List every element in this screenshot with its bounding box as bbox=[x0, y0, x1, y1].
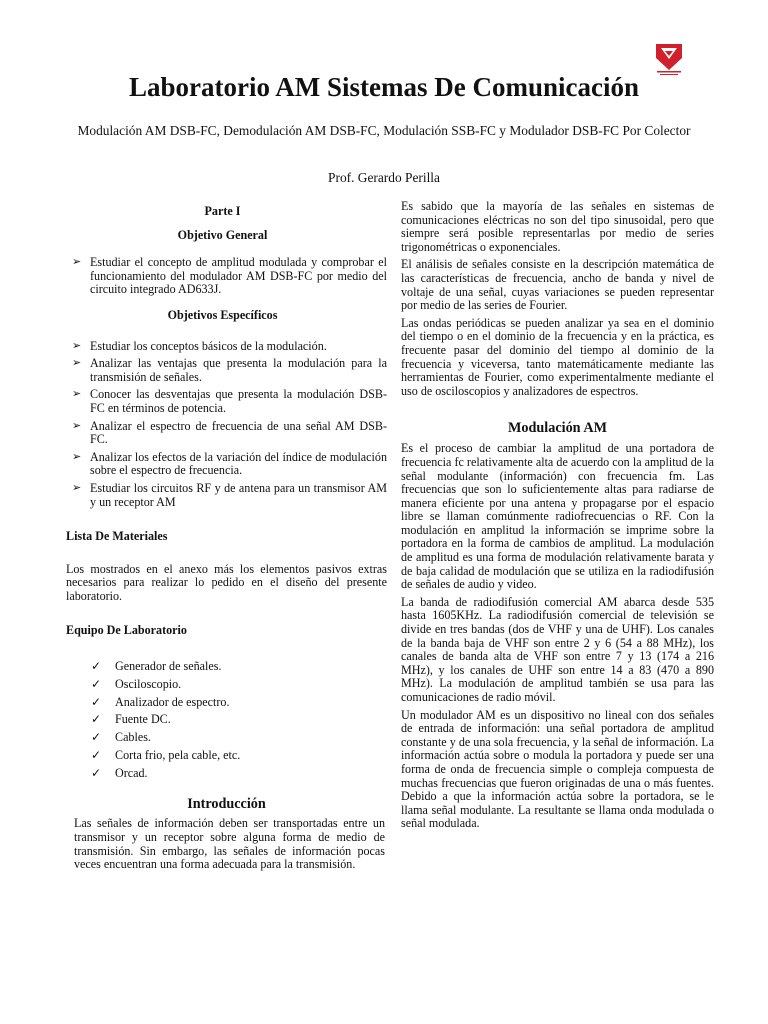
materials-text: Los mostrados en el anexo más los elementos pasivos extras necesarios para realizar lo pedido en el diseño del presente laboratorio. bbox=[66, 561, 387, 603]
arrow-bullet-icon: ➢ bbox=[72, 339, 82, 352]
checkmark-icon: ✓ bbox=[91, 730, 102, 745]
paragraph: El análisis de señales consiste en la descripción matemática de las características de frecuencia, ancho de banda y nivel de voltaje de una señal, cuyas variaciones se pueden representar por medio de las series de Fourier. bbox=[401, 257, 714, 313]
list-item: ✓ Cables. bbox=[91, 730, 151, 745]
arrow-bullet-icon: ➢ bbox=[72, 481, 82, 494]
am-heading: Modulación AM bbox=[508, 420, 607, 437]
checkmark-icon: ✓ bbox=[91, 765, 102, 780]
list-item: ✓ Fuente DC. bbox=[91, 712, 171, 727]
left-column bbox=[66, 205, 387, 872]
checkmark-icon: ✓ bbox=[91, 747, 102, 762]
paragraph: Las ondas periódicas se pueden analizar ya sea en el dominio del tiempo o en el dominio de la frecuencia y en la práctica, es frecuente pasar del dominio del tiempo al dominio de la frecuencia y viceversa, tanto matemáticamente mediante las herramientas de Fourier, como experimentalmente mediante el uso de osciloscopios y analizadores de espectros. bbox=[401, 315, 714, 398]
arrow-bullet-icon: ➢ bbox=[72, 388, 82, 401]
equipment-heading: Equipo De Laboratorio bbox=[66, 623, 187, 638]
part-label: Parte I bbox=[204, 204, 241, 218]
document-title: Laboratorio AM Sistemas De Comunicación bbox=[129, 72, 639, 102]
list-item: ➢ Analizar las ventajas que presenta la modulación para la transmisión de señales. bbox=[72, 356, 387, 384]
checkmark-icon: ✓ bbox=[91, 659, 102, 674]
list-item: ➢ Analizar el espectro de frecuencia de una señal AM DSB-FC. bbox=[72, 418, 387, 447]
intro-text: Las señales de información deben ser transportadas entre un transmisor y un receptor sobre alguna forma de medio de transmisión. Sin embargo, las señales de información pocas veces encuentran una forma adecuada para la transmisión. bbox=[74, 816, 385, 872]
document-subtitle: Modulación AM DSB-FC, Demodulación AM DSB-FC, Modulación SSB-FC y Modulador DSB-FC Por Colector bbox=[77, 123, 691, 138]
arrow-bullet-icon: ➢ bbox=[72, 256, 82, 269]
author-line: Prof. Gerardo Perilla bbox=[328, 170, 440, 185]
intro-heading: Introducción bbox=[187, 796, 266, 813]
equipment-list bbox=[66, 660, 387, 780]
paragraph: Es sabido que la mayoría de las señales en sistemas de comunicaciones eléctricas no son del tipo sinusoidal, pero que siempre será posible representarlas por medio de series trigonométricas o exponenciales. bbox=[401, 199, 714, 254]
list-item: ✓ Corta frio, pela cable, etc. bbox=[91, 747, 241, 762]
list-item: ➢ Estudiar los circuitos RF y de antena para un transmisor AM y un receptor AM bbox=[72, 480, 387, 509]
arrow-bullet-icon: ➢ bbox=[72, 450, 82, 463]
paragraph: Es el proceso de cambiar la amplitud de una portadora de frecuencia fc relativamente alta de acuerdo con la amplitud de la señal modulante (información) con frecuencia fm. Las frecuencias que son lo suficientemente altas para radiarse de manera eficiente por una antena y propagarse por el espacio libre se llaman comúnmente radiofrecuencias o RF. Con la modulación en amplitud la información se imprime sobre la portadora en la forma de cambios de amplitud. La modulación de amplitud es una forma de modulación relativamente barata y de baja calidad de modulación que se utiliza en la radiodifusión de señales de audio y video. bbox=[401, 441, 714, 592]
list-item: ➢ Estudiar los conceptos básicos de la modulación. bbox=[72, 338, 327, 353]
paragraph: La banda de radiodifusión comercial AM abarca desde 535 hasta 1605KHz. La radiodifusión comercial de televisión se divide en tres bandas (dos de VHF y una de UHF). Los canales de la banda baja de VHF son entre 2 y 6 (54 a 88 MHz), los canales de banda alta de VHF son entre 7 y 13 (174 a 216 MHz), y los canales de UHF son entre 14 a 83 (470 a 890 MHz). La modulación de amplitud también se usa para las comunicaciones de radio móvil. bbox=[401, 594, 714, 704]
checkmark-icon: ✓ bbox=[91, 676, 102, 691]
list-item: ✓ Analizador de espectro. bbox=[91, 694, 230, 709]
list-item: ➢ Analizar los efectos de la variación del índice de modulación sobre el espectro de frecuencia. bbox=[72, 449, 387, 478]
list-item: ✓ Orcad. bbox=[91, 765, 148, 780]
general-objective-list bbox=[66, 256, 387, 297]
materials-heading: Lista De Materiales bbox=[66, 529, 168, 544]
specific-objectives-heading: Objetivos Específicos bbox=[167, 307, 278, 322]
checkmark-icon: ✓ bbox=[91, 712, 102, 727]
list-item: ➢ Conocer las desventajas que presenta la modulación DSB-FC en términos de potencia. bbox=[72, 387, 387, 415]
specific-objectives-list bbox=[66, 340, 387, 510]
general-objective-heading: Objetivo General bbox=[177, 227, 268, 242]
list-item: ✓ Generador de señales. bbox=[91, 659, 222, 674]
checkmark-icon: ✓ bbox=[91, 694, 102, 709]
list-item: ✓ Osciloscopio. bbox=[91, 676, 182, 691]
list-item: ➢ Estudiar el concepto de amplitud modulada y comprobar el funcionamiento del modulador AM DSB-FC por medio del circuito integrado AD633J. bbox=[72, 255, 387, 297]
paragraph: Un modulador AM es un dispositivo no lineal con dos señales de entrada de información: una señal portadora de amplitud constante y de una sola frecuencia, y la señal de información. La información actúa sobre o modula la portadora y puede ser una forma de onda de frecuencia simple o compleja compuesta de muchas frecuencias que fueron originadas de una o más fuentes. Debido a que la información actúa sobre la portadora, se le llama señal modulante. La resultante se llama onda modulada o señal modulada. bbox=[401, 707, 714, 831]
arrow-bullet-icon: ➢ bbox=[72, 357, 82, 370]
arrow-bullet-icon: ➢ bbox=[72, 419, 82, 432]
right-column bbox=[401, 200, 714, 831]
